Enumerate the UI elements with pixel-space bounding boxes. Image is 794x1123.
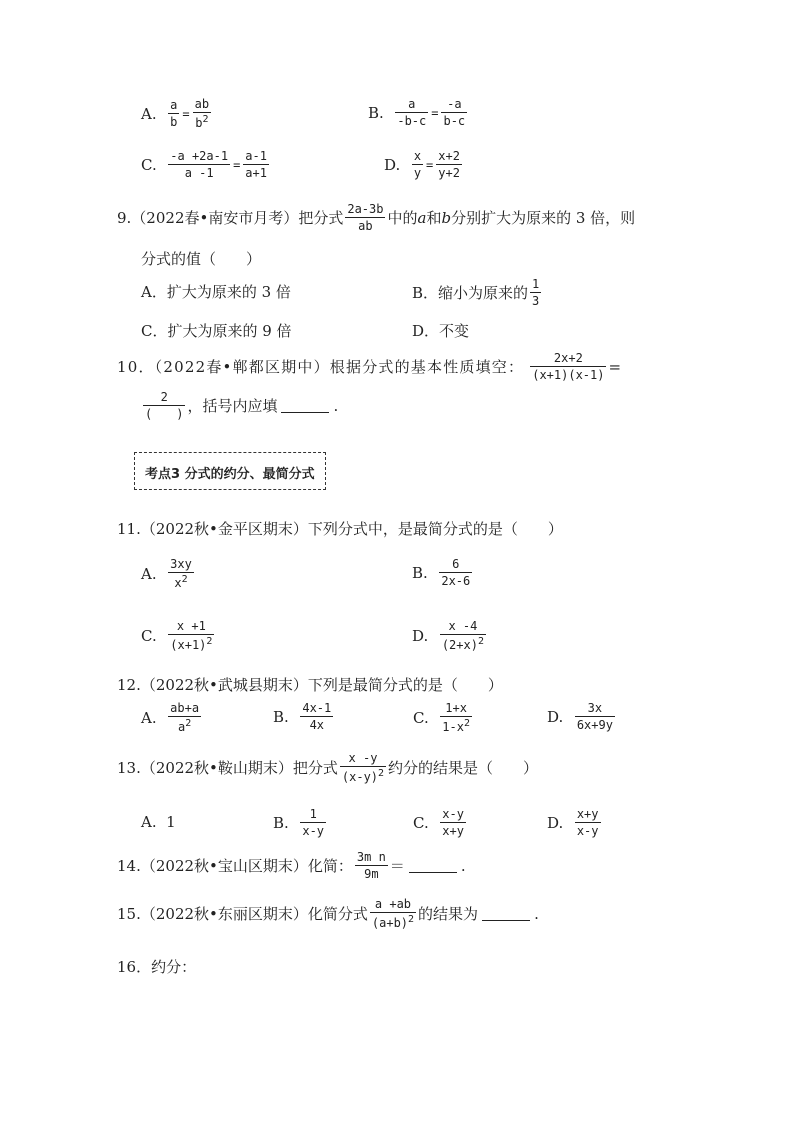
- denominator: ( ): [145, 407, 184, 421]
- question-text: 9.（2022春•南安市月考）把分式: [117, 209, 344, 227]
- answer-blank[interactable]: [281, 398, 329, 413]
- q11-stem: 11.（2022秋•金平区期末）下列分式中，是最简分式的是（ ）: [117, 520, 563, 538]
- denominator: [168, 635, 214, 651]
- q12-option-d: [547, 702, 617, 731]
- numerator: 3xy: [170, 557, 192, 571]
- q9-option-b: [412, 278, 543, 307]
- question-text: 10．（2022春•郸都区期中）根据分式的基本性质填空：: [117, 358, 525, 376]
- equals-sign: =: [608, 357, 622, 376]
- exponent: 2: [202, 114, 209, 125]
- section-box: [134, 452, 326, 490]
- fraction: [440, 620, 486, 651]
- denominator-text: b: [195, 116, 203, 130]
- question-text: 分别扩大为原来的 3 倍，则: [451, 209, 636, 227]
- denominator-text: (a+b): [371, 916, 409, 930]
- numerator: 3m n: [356, 850, 386, 864]
- option-label: A.: [141, 708, 157, 727]
- denominator: b: [170, 115, 178, 129]
- option-label: D.: [384, 155, 401, 174]
- fraction: [168, 150, 230, 179]
- denominator: 2x-6: [441, 574, 471, 588]
- fraction: [395, 98, 428, 127]
- question-text: 的结果为: [418, 905, 479, 923]
- q8-option-b: [368, 98, 469, 127]
- fraction: [440, 808, 466, 837]
- denominator: a -1: [184, 166, 214, 180]
- fraction: [412, 150, 423, 179]
- q11-option-d: [412, 620, 488, 651]
- numerator: 6: [439, 558, 472, 573]
- fraction: [575, 702, 615, 731]
- denominator-text: (x-y): [341, 770, 379, 784]
- numerator: 2x+2: [530, 352, 606, 367]
- equals-sign: =: [426, 157, 434, 172]
- denominator-text: 1-x: [442, 720, 464, 734]
- section-title: 考点3 分式的约分、最简分式: [145, 467, 315, 482]
- q13-option-c: [413, 808, 468, 837]
- denominator: 4x: [309, 718, 325, 732]
- q10-answer-line: [141, 391, 338, 420]
- option-label: A.: [141, 104, 157, 123]
- denominator: b-c: [443, 114, 466, 128]
- exponent: 2: [378, 768, 385, 779]
- option-label: D.: [547, 813, 564, 832]
- q10-stem: [117, 352, 621, 381]
- option-label: B.: [368, 103, 384, 122]
- denominator: y: [413, 166, 422, 180]
- period: .: [534, 904, 539, 923]
- numerator: x+y: [576, 807, 599, 821]
- q16-stem: 16．约分：: [117, 958, 197, 976]
- numerator: a-1: [245, 149, 267, 163]
- option-label: A.: [141, 813, 157, 831]
- q12-option-a: [141, 702, 203, 733]
- fraction: [300, 702, 333, 731]
- fraction: [345, 203, 385, 232]
- question-text: 中的: [387, 209, 418, 227]
- option-label: C.: [413, 813, 429, 832]
- fraction: [168, 99, 179, 128]
- denominator-text: x: [174, 576, 182, 590]
- period: .: [460, 856, 466, 875]
- denominator: [440, 635, 486, 651]
- numerator: x-y: [442, 807, 464, 821]
- numerator: x+2: [438, 149, 460, 163]
- equals-sign: ＝: [389, 857, 405, 875]
- numerator: -a: [441, 98, 467, 113]
- numerator: x: [413, 149, 422, 163]
- q13-option-d: [547, 808, 603, 837]
- option-label: C.: [141, 155, 157, 174]
- denominator-text: (2+x): [441, 638, 478, 652]
- denominator: 6x+9y: [576, 718, 613, 732]
- option-label: A.: [141, 564, 157, 583]
- fraction: [530, 352, 606, 381]
- numerator: ab+a: [170, 701, 200, 715]
- option-label: D.: [547, 707, 564, 726]
- q8-option-a: [141, 98, 213, 129]
- denominator: ab: [358, 219, 373, 233]
- q13-option-a: [141, 813, 176, 831]
- denominator: a+1: [245, 166, 267, 180]
- q11-option-c: [141, 620, 216, 651]
- question-text: 约分的结果是（ ）: [388, 759, 539, 777]
- fraction: [243, 150, 269, 179]
- q8-option-c: [141, 150, 271, 179]
- exponent: 2: [185, 718, 192, 729]
- numerator: ab: [194, 97, 210, 111]
- denominator: 9m: [364, 867, 379, 881]
- q14-stem: [117, 851, 466, 880]
- denominator: x-y: [576, 824, 599, 838]
- exponent: 2: [408, 914, 415, 925]
- equals-sign: =: [431, 105, 439, 120]
- denominator: -b-c: [397, 114, 427, 128]
- numerator: 2: [143, 391, 185, 406]
- denominator: (x+1)(x-1): [532, 368, 605, 382]
- option-text: B．缩小为原来的: [412, 284, 529, 302]
- denominator: [340, 767, 386, 783]
- fraction: [439, 558, 472, 587]
- option-label: D.: [412, 626, 429, 645]
- denominator: x-y: [302, 824, 325, 838]
- fraction: [300, 808, 326, 837]
- denominator-text: (x+1): [170, 638, 207, 652]
- numerator: -a +2a-1: [170, 149, 229, 163]
- q13-stem: [117, 752, 538, 783]
- denominator: 3: [532, 294, 540, 308]
- denominator: [168, 573, 194, 589]
- q15-stem: [117, 898, 539, 929]
- q12-option-c: [413, 702, 474, 733]
- fraction: [575, 808, 601, 837]
- option-label: B.: [273, 813, 289, 832]
- fraction: [441, 98, 467, 127]
- q12-stem: 12.（2022秋•武城县期末）下列是最简分式的是（ ）: [117, 676, 503, 694]
- equals-sign: =: [182, 106, 190, 121]
- fraction: [440, 702, 472, 733]
- fraction: [340, 752, 386, 783]
- question-text: 14.（2022秋•宝山区期末）化简：: [117, 857, 353, 875]
- period: .: [333, 396, 339, 415]
- fraction: [168, 558, 194, 589]
- exponent: 2: [181, 574, 188, 585]
- denominator: y+2: [438, 166, 460, 180]
- fraction: [370, 898, 416, 929]
- q9-option-a: A．扩大为原来的 3 倍: [141, 283, 291, 301]
- denominator: x+y: [442, 824, 464, 838]
- exponent: 2: [463, 718, 470, 729]
- numerator: a: [395, 98, 428, 113]
- fraction: [143, 391, 185, 420]
- numerator: 1: [532, 277, 540, 291]
- numerator: x +1: [168, 620, 214, 635]
- question-text: 和: [426, 209, 442, 227]
- option-label: B.: [412, 563, 428, 582]
- fraction: [436, 150, 462, 179]
- question-text: 13.（2022秋•鞍山期末）把分式: [117, 759, 338, 777]
- question-text: 15.（2022秋•东丽区期末）化简分式: [117, 905, 368, 923]
- q11-option-a: [141, 558, 196, 589]
- option-label: C.: [413, 708, 429, 727]
- fraction: [168, 702, 201, 733]
- fraction: [355, 851, 388, 880]
- variable: b: [441, 208, 452, 227]
- numerator: x -y: [340, 752, 386, 767]
- denominator: [440, 717, 472, 733]
- fraction: [193, 98, 211, 129]
- numerator: a +ab: [370, 898, 416, 913]
- numerator: 3x: [575, 702, 615, 717]
- numerator: x -4: [440, 620, 486, 635]
- denominator: [370, 913, 416, 929]
- option-label: B.: [273, 707, 289, 726]
- q9-stem: [117, 203, 635, 232]
- q9-option-d: D．不变: [412, 322, 470, 340]
- option-label: C.: [141, 626, 157, 645]
- denominator: [168, 717, 201, 733]
- fraction: [168, 620, 214, 651]
- q8-option-d: [384, 150, 464, 179]
- q9-stem-line2: 分式的值（ ）: [141, 250, 262, 268]
- q12-option-b: [273, 702, 335, 731]
- equals-sign: =: [233, 157, 241, 172]
- answer-blank[interactable]: [482, 906, 530, 921]
- exponent: 2: [477, 636, 484, 647]
- numerator: 4x-1: [302, 701, 332, 715]
- numerator: 2a-3b: [347, 202, 384, 216]
- option-value: 1: [166, 813, 176, 831]
- denominator: [193, 113, 211, 129]
- variable: a: [417, 208, 427, 227]
- q13-option-b: [273, 808, 328, 837]
- numerator: a: [170, 98, 178, 112]
- numerator: 1+x: [440, 702, 472, 717]
- fraction: [530, 278, 541, 307]
- q11-option-b: [412, 558, 474, 587]
- answer-blank[interactable]: [409, 858, 457, 873]
- exponent: 2: [206, 636, 213, 647]
- question-text: ，括号内应填: [187, 397, 278, 415]
- denominator-text: a: [177, 720, 186, 734]
- numerator: 1: [300, 808, 326, 823]
- q9-option-c: C．扩大为原来的 9 倍: [141, 322, 292, 340]
